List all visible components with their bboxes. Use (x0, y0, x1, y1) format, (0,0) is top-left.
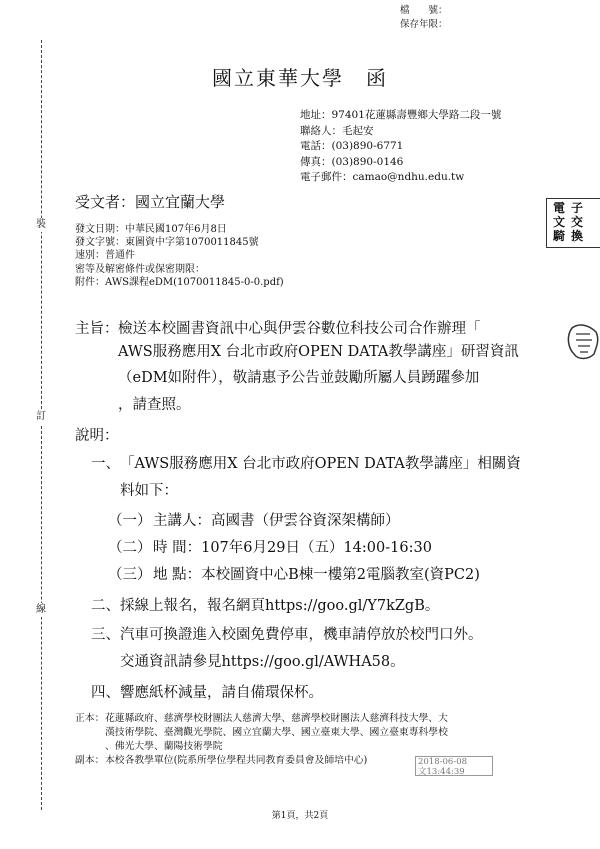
binding-line (41, 40, 42, 810)
speed-class: 速別：普通件 (75, 250, 135, 262)
electronic-exchange-stamp: 電 文 騎 子 交 換 (546, 198, 600, 248)
document-meta (75, 223, 284, 289)
item-text: 採線上報名，報名網頁https://goo.gl/Y7kZgB。 (120, 598, 440, 614)
binding-mark-xian: 線 (36, 604, 46, 615)
subject-line: 檢送本校圖書資訊中心與伊雲谷數位科技公司合作辦理「 (118, 321, 481, 337)
item-text: 「AWS服務應用X 台北市政府OPEN DATA教學講座」相關資 (120, 456, 521, 472)
sender-phone: 電話：(03)890-6771 (300, 140, 404, 153)
item-text: 料如下： (120, 483, 178, 499)
binding-mark-ding: 訂 (36, 411, 46, 422)
sender-fax: 傳真：(03)890-0146 (300, 155, 404, 168)
sub-item-number: （三） (108, 567, 152, 583)
sender-contact: 聯絡人：毛起安 (300, 124, 374, 137)
page-number: 第1頁，共2頁 (271, 811, 329, 821)
distribution-list (75, 712, 575, 768)
cc-recipients-line: 本校各教學單位(院系所學位學程共同教育委員會及師培中心) (105, 755, 368, 766)
main-recipients-line: 花蓮縣政府、慈濟學校財團法人慈濟大學、慈濟學校財團法人慈濟科技大學、大 (105, 713, 448, 724)
sender-email: 電子郵件：camao@ndhu.edu.tw (300, 171, 465, 184)
item-number: 三、 (91, 627, 120, 643)
cc-recipients-label: 副本： (75, 755, 105, 766)
sub-item-number: （二） (108, 540, 152, 556)
sub-item-text: 時 間：107年6月29日（五）14:00-16:30 (153, 540, 432, 556)
binding-mark-zhuang: 裝 (36, 219, 46, 230)
main-recipients-line: 、佛光大學、蘭陽技術學院 (105, 741, 223, 752)
sender-address: 地址：97401花蓮縣壽豐鄉大學路二段一號 (300, 109, 502, 121)
retention-label: 保存年限： (400, 19, 448, 30)
recipient: 受文者：國立宜蘭大學 (75, 193, 226, 211)
sub-item-text: 主講人：高國書（伊雲谷資深架構師） (153, 513, 400, 529)
item-number: 一、 (91, 456, 120, 472)
main-recipients-line: 漢技術學院、臺灣觀光學院、國立宜蘭大學、國立臺東大學、國立臺東專科學校 (105, 727, 448, 738)
item-text: 汽車可換證進入校園免費停車，機車請停放於校門口外。 (120, 627, 483, 643)
item-text: 響應紙杯減量，請自備環保杯。 (120, 685, 323, 701)
receipt-time: 文13:44:39 (418, 767, 465, 777)
subject-line: ，請查照。 (118, 397, 191, 413)
file-number-label: 檔 號： (400, 5, 448, 16)
subject-label: 主旨： (75, 321, 119, 337)
document-number: 發文字號：東圖資中字第1070011845號 (75, 237, 259, 249)
subject-line: （eDM如附件），敬請惠予公告並鼓勵所屬人員踴躍參加 (118, 370, 480, 386)
receipt-stamp (415, 756, 493, 776)
explanation-label: 說明： (75, 428, 119, 444)
item-number: 四、 (91, 685, 120, 701)
main-recipients-label: 正本： (75, 713, 105, 724)
document-title: 國立東華大學 函 (212, 66, 388, 90)
issue-date: 發文日期：中華民國107年6月8日 (75, 224, 227, 235)
sub-item-number: （一） (108, 513, 152, 529)
receipt-date: 2018-06-08 (418, 757, 468, 767)
security-class: 密等及解密條件或保密期限： (75, 263, 205, 275)
sub-item-text: 地 點：本校圖資中心B棟一樓第2電腦教室(資PC2) (153, 567, 480, 583)
item-number: 二、 (91, 598, 120, 614)
subject-line: AWS服務應用X 台北市政府OPEN DATA教學講座」研習資訊 (118, 344, 519, 360)
seal-icon (566, 322, 600, 362)
attachment: 附件：AWS課程eDM(1070011845-0-0.pdf) (75, 276, 284, 288)
file-info (400, 4, 560, 32)
item-text: 交通資訊請參見https://goo.gl/AWHA58。 (120, 654, 405, 670)
sender-info (300, 108, 530, 186)
